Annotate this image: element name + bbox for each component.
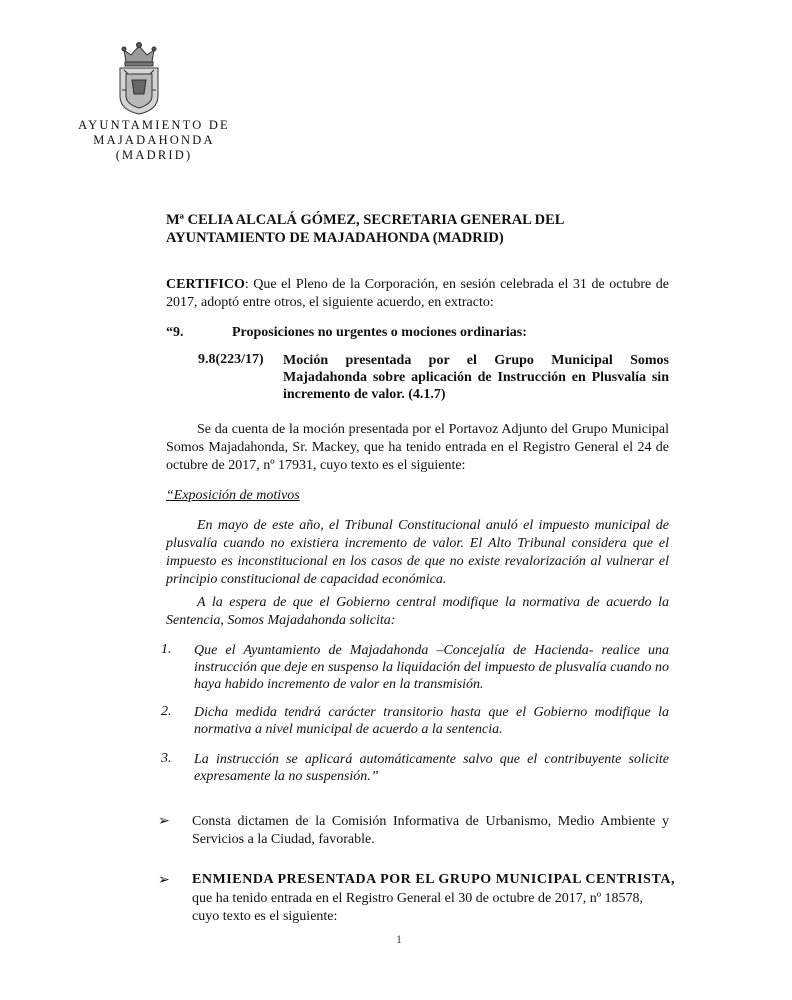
request-3-text: La instrucción se aplicará automáticamente salvo que el contribuyente solicite expresamente la no suspensión.” [194,752,669,784]
request-1-number: 1. [161,642,172,657]
section-9-title: Proposiciones no urgentes o mociones ordinarias: [232,325,527,340]
item-title: Moción presentada por el Grupo Municipal Somos Majadahonda sobre aplicación de Instrucción en Plusvalía sin incremento de valor. (4.1.7) [283,353,669,402]
section-9-heading [166,325,527,341]
enmienda-text: que ha tenido entrada en el Registro General el 30 de octubre de 2017, nº 18578, cuyo texto es el siguiente: [192,891,644,924]
bullet-arrow-icon: ➢ [158,873,170,888]
certifico-paragraph [166,276,669,312]
request-2-number: 2. [161,704,172,719]
item-number: 9.8(223/17) [198,352,264,367]
enmienda-title: ENMIENDA PRESENTADA POR EL GRUPO MUNICIPAL CENTRISTA, [192,872,676,887]
certifico-label: CERTIFICO [166,277,245,292]
org-name-line1: AYUNTAMIENTO DE [78,118,230,132]
request-3-number: 3. [161,751,172,766]
document-title: Mª CELIA ALCALÁ GÓMEZ, SECRETARIA GENERAL DEL AYUNTAMIENTO DE MAJADAHONDA (MADRID) [166,212,564,246]
intro-paragraph: Se da cuenta de la moción presentada por el Portavoz Adjunto del Grupo Municipal Somos Majadahonda, Sr. Mackey, que ha tenido entrada en el Registro General el 24 de octubre de 2017, nº 17931, cuyo texto es el siguiente: [166,422,669,473]
page-number: 1 [396,932,402,946]
exposicion-heading: “Exposición de motivos [166,488,300,503]
exposicion-paragraph-2: A la espera de que el Gobierno central modifique la normativa de acuerdo la Sentencia, Somos Majadahonda solicita: [166,595,669,628]
exposicion-paragraph-1: En mayo de este año, el Tribunal Constitucional anuló el impuesto municipal de plusvalía cuando no existiera incremento de valor. El Alto Tribunal considera que el impuesto es inconstitucional en los casos de que no existe revalorización al vulnerar el principio constitucional de capacidad económica. [166,518,669,587]
coat-of-arms-logo [114,40,164,116]
bullet-arrow-icon: ➢ [158,814,170,829]
dictamen-paragraph: Consta dictamen de la Comisión Informativa de Urbanismo, Medio Ambiente y Servicios a la Ciudad, favorable. [192,814,669,847]
org-name-line3: (MADRID) [115,148,193,162]
request-1-text: Que el Ayuntamiento de Majadahonda –Concejalía de Hacienda- realice una instrucción que deje en suspenso la liquidación del impuesto de plusvalía cuando no haya habido incremento de valor en la transmisión. [194,643,669,692]
certifico-text: : Que el Pleno de la Corporación, en sesión celebrada el 31 de octubre de 2017, adoptó entre otros, el siguiente acuerdo, en extracto: [166,277,669,310]
section-9-number: “9. [166,325,184,340]
request-2-text: Dicha medida tendrá carácter transitorio hasta que el Gobierno modifique la normativa a nivel municipal de acuerdo a la sentencia. [194,705,669,737]
org-name-line2: MAJADAHONDA [93,133,215,147]
